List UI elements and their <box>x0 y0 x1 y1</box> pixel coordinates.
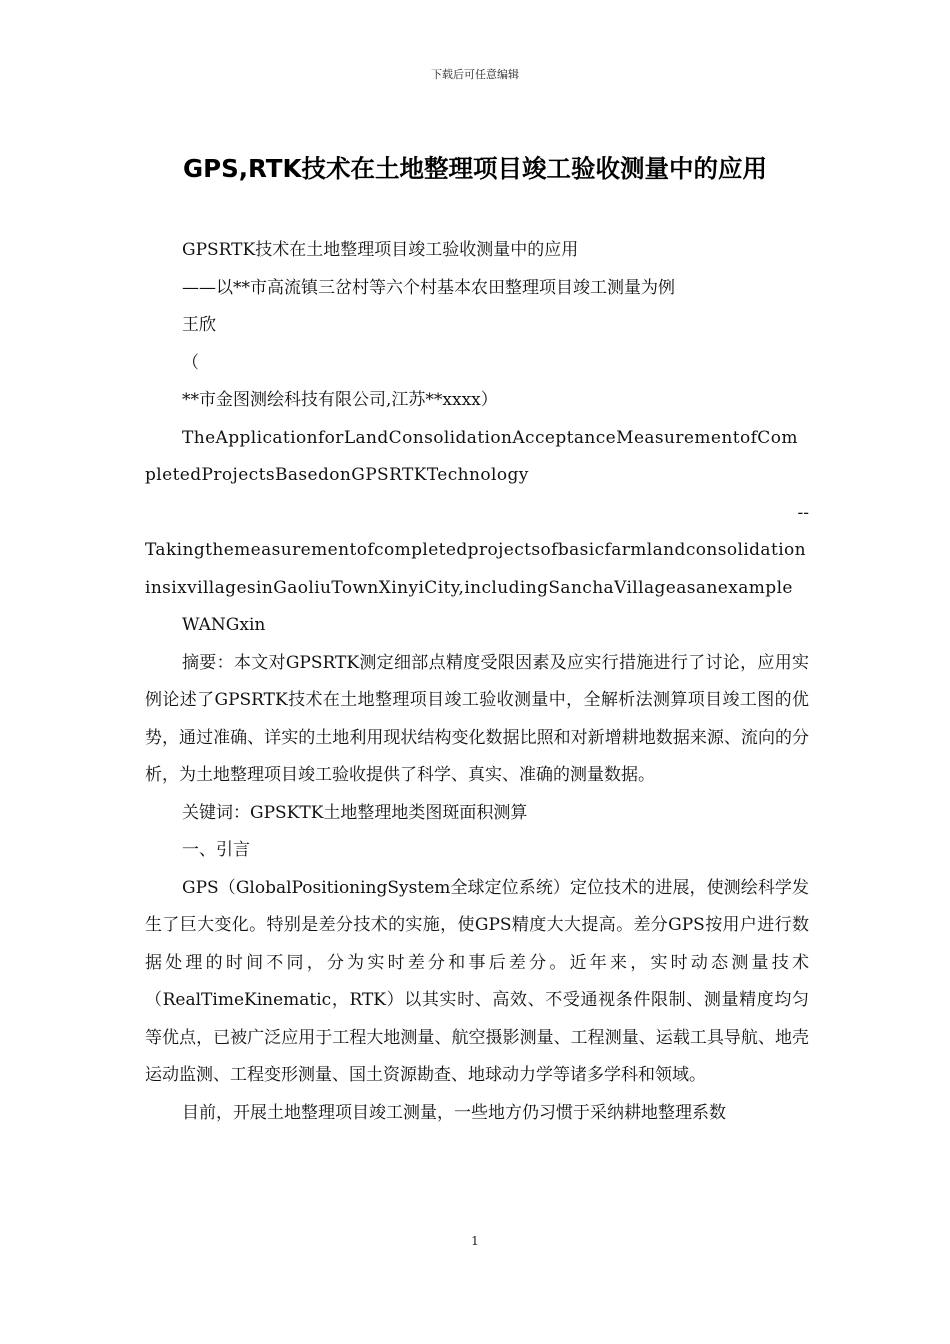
header-note: 下载后可任意编辑 <box>431 68 519 81</box>
english-author: WANGxin <box>182 615 266 635</box>
keywords-paragraph: 关键词：GPSKTK土地整理地类图斑面积测算 <box>182 802 528 823</box>
affiliation-open-paren: （ <box>182 352 199 373</box>
affiliation: **市金图测绘科技有限公司,江苏**xxxx） <box>182 390 498 410</box>
abstract-paragraph: 摘要：本文对GPSRTK测定细部点精度受限因素及应实行措施进行了讨论，应用实例论述了GPSRTK技术在土地整理项目竣工验收测量中，全解析法测算项目竣工图的优势，通过准确、详实的土地利用现状结构变化数据比照和对新增耕地数据来源、流向的分析，为土地整理项目竣工验收提供了科学、真实、准确的测量数据。 <box>145 652 809 785</box>
chinese-title-paragraph: GPSRTK技术在土地整理项目竣工验收测量中的应用 <box>182 240 579 260</box>
author-name: 王欣 <box>182 315 216 335</box>
section-heading-introduction: 一、引言 <box>182 840 250 860</box>
english-title: TheApplicationforLandConsolidationAcceptanceMeasurementofCompletedProjectsBasedonGPSRTKTechnology <box>145 427 798 485</box>
subtitle-paragraph: ——以**市高流镇三岔村等六个村基本农田整理项目竣工测量为例 <box>182 277 675 298</box>
english-subtitle-dash: -- <box>797 502 809 523</box>
introduction-paragraph: GPS（GlobalPositioningSystem全球定位系统）定位技术的进展，使测绘科学发生了巨大变化。特别是差分技术的实施，使GPS精度大大提高。差分GPS按用户进行数据处理的时间不同，分为实时差分和事后差分。近年来，实时动态测量技术（RealTimeKinematic，RTK）以其实时、高效、不受通视条件限制、测量精度均匀等优点，已被广泛应用于工程大地测量、航空摄影测量、工程测量、运载工具导航、地壳运动监测、工程变形测量、国土资源勘查、地球动力学等诸多学科和领域。 <box>145 877 809 1085</box>
page-number: 1 <box>471 1234 479 1248</box>
document-title: GPS,RTK技术在土地整理项目竣工验收测量中的应用 <box>183 154 767 183</box>
english-subtitle: TakingthemeasurementofcompletedprojectsofbasicfarmlandconsolidationinsixvillagesinGaoliuTownXinyiCity,includingSanchaVillageasanexample <box>145 540 807 598</box>
document-body <box>145 232 809 1132</box>
continuation-paragraph: 目前，开展土地整理项目竣工测量，一些地方仍习惯于采纳耕地整理系数 <box>182 1102 726 1123</box>
